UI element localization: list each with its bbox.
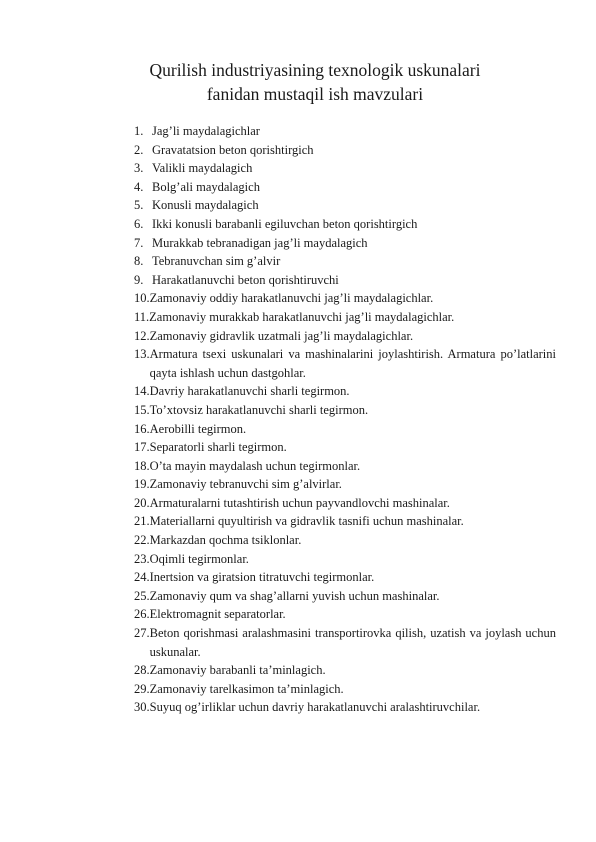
list-item <box>134 382 556 401</box>
list-item <box>134 624 556 661</box>
list-item <box>134 698 556 717</box>
list-item <box>134 568 556 587</box>
list-item <box>134 438 556 457</box>
topic-text: Jag’li maydalagichlar <box>152 124 260 138</box>
topic-number: 6. <box>134 216 144 231</box>
list-item <box>134 215 556 234</box>
list-item <box>134 494 556 513</box>
topic-number: 12. <box>134 328 150 343</box>
topic-number: 21. <box>134 514 150 529</box>
topic-number: 23. <box>134 551 150 566</box>
list-item <box>134 550 556 569</box>
topic-number: 19. <box>134 477 150 492</box>
topic-text: Armatura tsexi uskunalari va mashinalarini joylashtirish. Armatura po’latlarini qayta ishlash uchun dastgohlar. <box>149 347 556 380</box>
list-item <box>134 457 556 476</box>
list-item <box>134 401 556 420</box>
document-title-line-1: Qurilish industriyasining texnologik uskunalari <box>149 60 481 80</box>
topic-text: Inertsion va giratsion titratuvchi tegirmonlar. <box>149 570 375 585</box>
list-item <box>134 475 556 494</box>
list-item <box>134 308 556 327</box>
topic-text: Zamonaviy oddiy harakatlanuvchi jag’li maydalagichlar. <box>149 291 434 306</box>
topic-text: To’xtovsiz harakatlanuvchi sharli tegirmon. <box>149 402 369 417</box>
topic-text: Elektromagnit separatorlar. <box>149 607 286 622</box>
topic-number: 13. <box>134 347 150 362</box>
topic-text: Murakkab tebranadigan jag’li maydalagich <box>152 235 368 250</box>
topic-text: Beton qorishmasi aralashmasini transportirovka qilish, uzatish va joylash uchun uskunalar. <box>149 626 556 659</box>
topic-text: Armaturalarni tutashtirish uchun payvandlovchi mashinalar. <box>149 495 450 510</box>
topic-number: 2. <box>134 142 144 157</box>
list-item <box>134 122 556 141</box>
topic-text: O’ta mayin maydalash uchun tegirmonlar. <box>149 458 361 473</box>
topic-number: 25. <box>134 588 150 603</box>
list-item <box>134 327 556 346</box>
topic-number: 16. <box>134 421 150 436</box>
topic-number: 20. <box>134 495 150 510</box>
topic-text: Materiallarni quyultirish va gidravlik tasnifi uchun mashinalar. <box>149 514 464 529</box>
list-item <box>134 252 556 271</box>
document-title-line-2: fanidan mustaqil ish mavzulari <box>206 84 424 104</box>
topic-number: 22. <box>134 533 150 548</box>
topic-number: 29. <box>134 681 150 696</box>
topic-number: 3. <box>134 161 144 176</box>
topic-list <box>134 122 556 717</box>
topic-number: 26. <box>134 607 150 622</box>
list-item <box>134 661 556 680</box>
topic-text: Suyuq og’irliklar uchun davriy harakatlanuvchi aralashtiruvchilar. <box>149 700 481 715</box>
topic-number: 9. <box>134 272 144 287</box>
topic-number: 27. <box>134 626 150 641</box>
list-item <box>134 196 556 215</box>
topic-text: Harakatlanuvchi beton qorishtiruvchi <box>152 272 339 287</box>
topic-text: Zamonaviy tarelkasimon ta’minlagich. <box>149 681 344 696</box>
topic-number: 11. <box>134 309 150 324</box>
list-item <box>134 587 556 606</box>
topic-text: Zamonaviy qum va shag’allarni yuvish uchun mashinalar. <box>149 588 440 603</box>
list-item <box>134 141 556 160</box>
topic-number: 15. <box>134 402 150 417</box>
topic-text: Markazdan qochma tsiklonlar. <box>149 533 302 548</box>
topic-text: Tebranuvchan sim g’alvir <box>152 254 281 269</box>
topic-text: Davriy harakatlanuvchi sharli tegirmon. <box>149 384 350 399</box>
list-item <box>134 178 556 197</box>
list-item <box>134 512 556 531</box>
topic-number: 5. <box>134 198 144 213</box>
topic-number: 8. <box>134 254 144 269</box>
topic-number: 10. <box>134 291 150 306</box>
topic-number: 1. <box>134 124 144 138</box>
list-item <box>134 271 556 290</box>
list-item <box>134 680 556 699</box>
list-item <box>134 289 556 308</box>
topic-text: Bolg’ali maydalagich <box>152 179 260 194</box>
topic-number: 24. <box>134 570 150 585</box>
topic-text: Valikli maydalagich <box>152 161 253 176</box>
topic-text: Zamonaviy barabanli ta’minlagich. <box>149 663 326 678</box>
list-item <box>134 531 556 550</box>
topic-number: 7. <box>134 235 144 250</box>
list-item <box>134 605 556 624</box>
topic-number: 18. <box>134 458 150 473</box>
topic-text: Aerobilli tegirmon. <box>149 421 247 436</box>
topic-text: Konusli maydalagich <box>152 198 259 213</box>
list-item <box>134 345 556 382</box>
topic-number: 4. <box>134 179 144 194</box>
topic-number: 28. <box>134 663 150 678</box>
topic-text: Zamonaviy gidravlik uzatmali jag’li maydalagichlar. <box>149 328 414 343</box>
topic-text: Separatorli sharli tegirmon. <box>149 440 287 455</box>
list-item <box>134 234 556 253</box>
topic-text: Oqimli tegirmonlar. <box>149 551 249 566</box>
list-item <box>134 159 556 178</box>
topic-number: 14. <box>134 384 150 399</box>
list-item <box>134 420 556 439</box>
topic-number: 30. <box>134 700 150 715</box>
topic-number: 17. <box>134 440 150 455</box>
topic-text: Gravatatsion beton qorishtirgich <box>152 142 314 157</box>
topic-text: Zamonaviy tebranuvchi sim g’alvirlar. <box>149 477 342 492</box>
topic-text: Zamonaviy murakkab harakatlanuvchi jag’li maydalagichlar. <box>149 309 455 324</box>
topic-text: Ikki konusli barabanli egiluvchan beton qorishtirgich <box>152 216 418 231</box>
